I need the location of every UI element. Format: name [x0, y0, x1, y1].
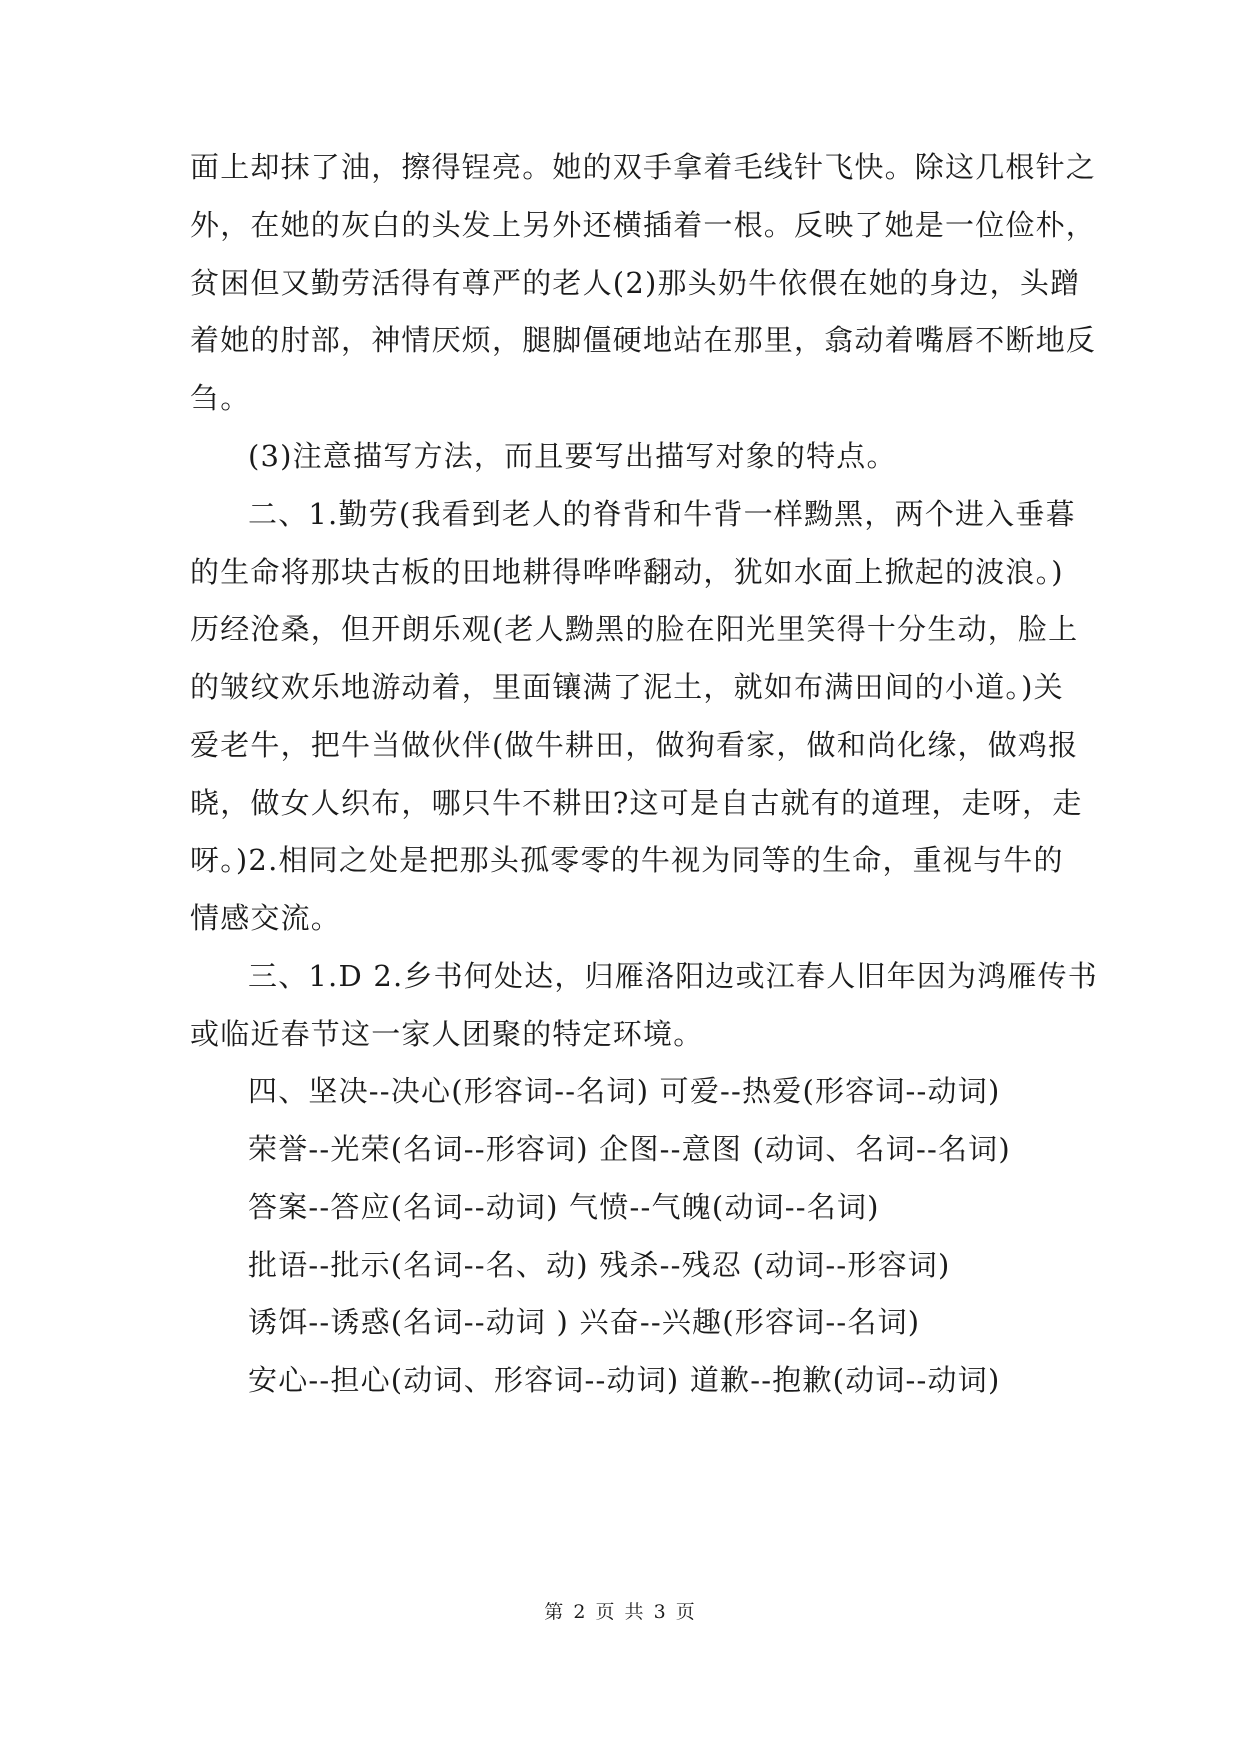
footer-total-word: 共 [624, 1601, 646, 1623]
paragraph-line: 的生命将那块古板的田地耕得哗哗翻动，犹如水面上掀起的波浪。) [190, 555, 1064, 589]
paragraph-line: 面上却抹了油，擦得锃亮。她的双手拿着毛线针飞快。除这几根针之 [190, 150, 1097, 184]
paragraph-line: 答案--答应(名词--动词) 气愤--气魄(动词--名词) [248, 1190, 880, 1224]
paragraph-line: 安心--担心(动词、形容词--动词) 道歉--抱歉(动词--动词) [248, 1363, 1001, 1397]
paragraph-line: 历经沧桑，但开朗乐观(老人黝黑的脸在阳光里笑得十分生动，脸上 [190, 612, 1079, 646]
paragraph-line: 呀。)2.相同之处是把那头孤零零的牛视为同等的生命，重视与牛的 [190, 843, 1064, 877]
paragraph-line: 或临近春节这一家人团聚的特定环境。 [190, 1017, 704, 1051]
footer-total-pages: 3 [653, 1601, 668, 1623]
paragraph-line: 爱老牛，把牛当做伙伴(做牛耕田，做狗看家，做和尚化缘，做鸡报 [190, 728, 1079, 762]
paragraph-line: 情感交流。 [190, 901, 342, 935]
footer-page-word: 页 [595, 1601, 617, 1623]
paragraph-line: 荣誉--光荣(名词--形容词) 企图--意图 (动词、名词--名词) [248, 1132, 1011, 1166]
paragraph-line: 四、坚决--决心(形容词--名词) 可爱--热爱(形容词--动词) [248, 1074, 1001, 1108]
paragraph-line: 的皱纹欢乐地游动着，里面镶满了泥土，就如布满田间的小道。)关 [190, 670, 1064, 704]
paragraph-line: 二、1.勤劳(我看到老人的脊背和牛背一样黝黑，两个进入垂暮 [248, 497, 1076, 531]
footer-suffix: 页 [675, 1601, 697, 1623]
paragraph-line: 外，在她的灰白的头发上另外还横插着一根。反映了她是一位俭朴， [190, 208, 1097, 242]
footer-prefix: 第 [544, 1601, 566, 1623]
page-footer [0, 1597, 1241, 1627]
paragraph-line: (3)注意描写方法，而且要写出描写对象的特点。 [248, 439, 897, 473]
paragraph-line: 批语--批示(名词--名、动) 残杀--残忍 (动词--形容词) [248, 1248, 951, 1282]
paragraph-line: 三、1.D 2.乡书何处达，归雁洛阳边或江春人旧年因为鸿雁传书 [248, 959, 1099, 993]
paragraph-line: 着她的肘部，神情厌烦，腿脚僵硬地站在那里，翕动着嘴唇不断地反 [190, 323, 1097, 357]
paragraph-line: 晓，做女人织布，哪只牛不耕田?这可是自古就有的道理，走呀，走 [190, 786, 1083, 820]
paragraph-line: 刍。 [190, 381, 251, 415]
paragraph-line: 诱饵--诱惑(名词--动词 ) 兴奋--兴趣(形容词--名词) [248, 1305, 921, 1339]
footer-current-page: 2 [573, 1601, 588, 1623]
paragraph-line: 贫困但又勤劳活得有尊严的老人(2)那头奶牛依偎在她的身边，头蹭 [190, 266, 1081, 300]
